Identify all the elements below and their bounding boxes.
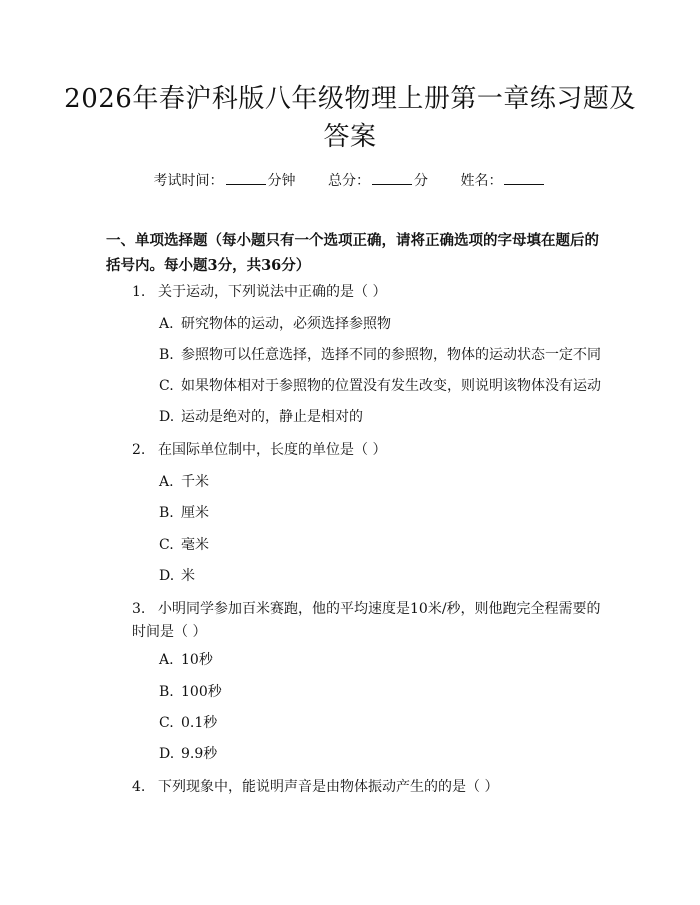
question-4 [132, 776, 610, 799]
section-heading: 一、单项选择题（每小题只有一个选项正确，请将正确选项的字母填在题后的括号内。每小题3分，共36分） [106, 232, 599, 274]
exam-time [154, 170, 296, 191]
option-letter: C. [159, 715, 174, 731]
question-2 [132, 439, 610, 462]
question-text: 在国际单位制中，长度的单位是（ ） [158, 442, 387, 458]
document-title: 2026年春沪科版八年级物理上册第一章练习题及答案 [64, 84, 636, 152]
option-text: 如果物体相对于参照物的位置没有发生改变，则说明该物体没有运动 [181, 378, 601, 394]
option-letter: C. [159, 378, 174, 394]
question-text: 小明同学参加百米赛跑，他的平均速度是10米/秒，则他跑完全程需要的时间是（ ） [132, 601, 601, 640]
option-letter: A. [159, 474, 174, 490]
option-text: 参照物可以任意选择，选择不同的参照物，物体的运动状态一定不同 [181, 347, 601, 363]
student-name-blank [504, 170, 544, 185]
option-text: 千米 [181, 474, 209, 490]
question-3 [132, 598, 610, 644]
question-2-option-b [159, 503, 619, 523]
option-letter: B. [159, 505, 174, 521]
option-text: 厘米 [181, 505, 209, 521]
total-score-unit: 分 [414, 173, 428, 189]
option-text: 10秒 [181, 652, 213, 668]
option-letter: B. [159, 684, 174, 700]
option-letter: D. [159, 746, 175, 762]
option-letter: A. [159, 316, 174, 332]
question-3-option-a [159, 650, 619, 670]
option-letter: D. [159, 568, 175, 584]
question-3-option-b [159, 682, 619, 702]
question-2-option-c [159, 535, 619, 555]
exam-info-line [0, 170, 700, 191]
student-name-label: 姓名： [460, 173, 503, 189]
question-number: 3. [132, 601, 146, 617]
question-number: 2. [132, 442, 146, 458]
option-text: 研究物体的运动，必须选择参照物 [181, 316, 391, 332]
question-number: 1. [132, 284, 146, 300]
total-score-label: 总分： [328, 173, 370, 189]
option-letter: A. [159, 652, 174, 668]
option-letter: D. [159, 409, 175, 425]
question-1 [132, 281, 610, 304]
question-2-option-d [159, 566, 619, 586]
question-text: 关于运动，下列说法中正确的是（ ） [158, 284, 387, 300]
question-1-option-b [159, 345, 619, 365]
total-score [328, 170, 428, 191]
total-score-blank [372, 170, 412, 185]
exam-time-unit: 分钟 [267, 173, 296, 189]
option-text: 0.1秒 [181, 715, 218, 731]
option-text: 100秒 [181, 684, 222, 700]
question-number: 4. [132, 779, 146, 795]
question-3-option-d [159, 744, 619, 764]
option-text: 米 [181, 568, 195, 584]
exam-time-label: 考试时间： [153, 173, 224, 189]
question-1-option-a [159, 314, 619, 334]
option-text: 9.9秒 [181, 746, 218, 762]
option-letter: C. [159, 537, 174, 553]
question-3-option-c [159, 713, 619, 733]
option-text: 运动是绝对的，静止是相对的 [181, 409, 363, 425]
student-name [460, 170, 546, 191]
question-1-option-d [159, 407, 619, 427]
exam-time-blank [226, 170, 266, 185]
option-letter: B. [159, 347, 174, 363]
question-2-option-a [159, 472, 619, 492]
question-1-option-c [159, 376, 619, 396]
option-text: 毫米 [181, 537, 209, 553]
question-text: 下列现象中，能说明声音是由物体振动产生的的是（ ） [158, 779, 499, 795]
